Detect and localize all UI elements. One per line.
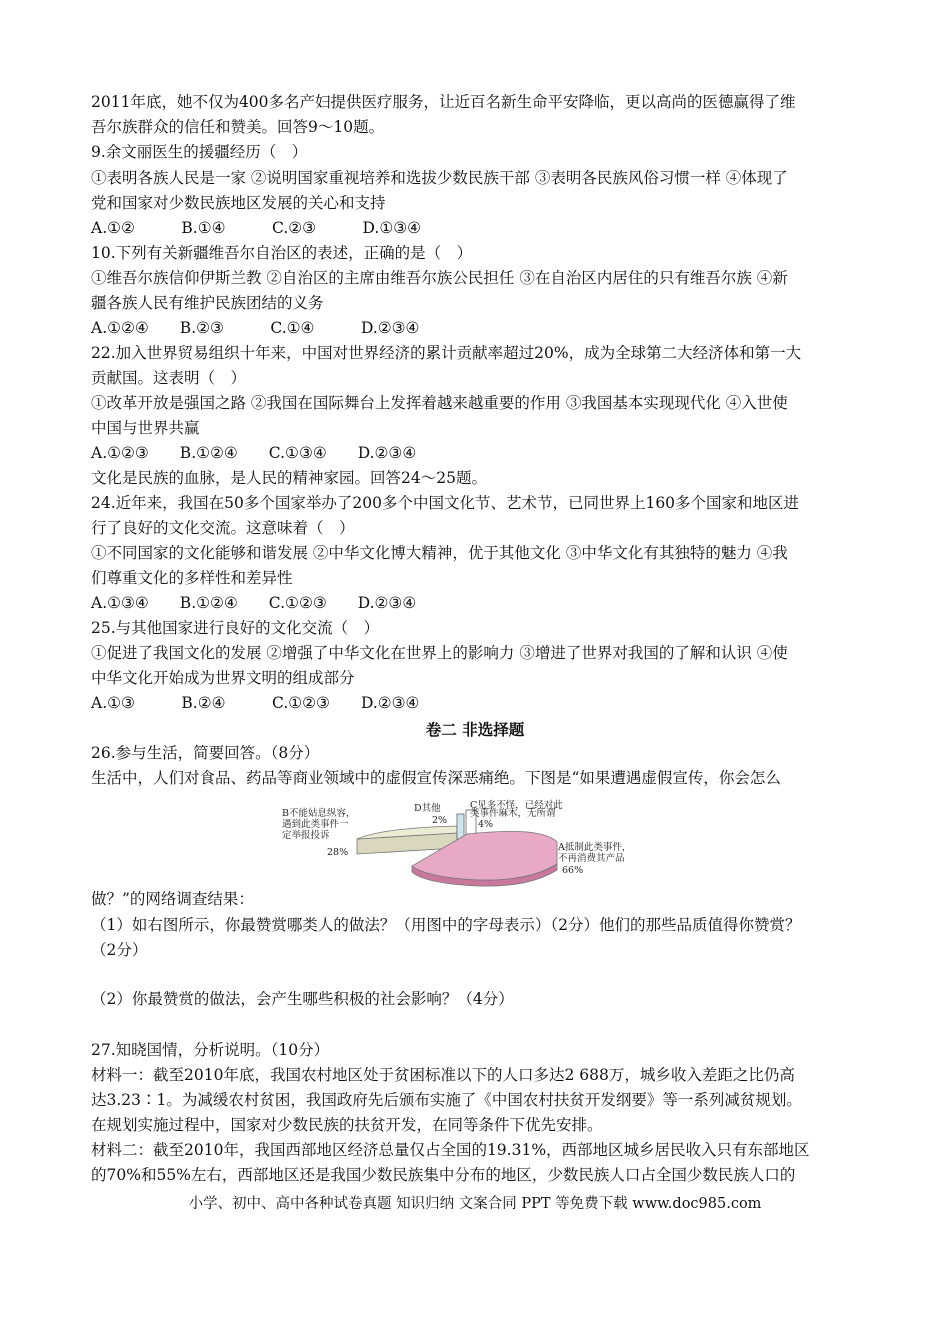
text-line: 疆各族人民有维护民族团结的义务 <box>91 294 324 312</box>
text-line: 党和国家对少数民族地区发展的关心和支持 <box>91 194 386 212</box>
pie-label-line: 类事件麻木，无所谓 <box>470 808 556 819</box>
pie-label-percent: 28% <box>327 847 349 858</box>
page-footer: 小学、初中、高中各种试卷真题 知识归纳 文案合同 PPT 等免费下载 www.doc985.com <box>188 1196 762 1212</box>
text-line: ①改革开放是强国之路 ②我国在国际舞台上发挥着越来越重要的作用 ③我国基本实现现代化 ④入世使 <box>91 394 788 412</box>
text-line: 行了良好的文化交流。这意味着（ ） <box>91 519 355 537</box>
text-line: 生活中，人们对食品、药品等商业领域中的虚假宣传深恶痛绝。下图是“如果遭遇虚假宣传，你会怎么 <box>91 769 781 787</box>
text-line: 的70%和55%左右，西部地区还是我国少数民族集中分布的地区，少数民族人口占全国少数民族人口的 <box>91 1166 796 1184</box>
text-line: 在规划实施过程中，国家对少数民族的扶贫开发，在同等条件下优先安排。 <box>91 1116 603 1134</box>
pie-label-line: C见多不怪，已经对此 <box>470 800 563 811</box>
text-line: 材料一：截至2010年底，我国农村地区处于贫困标准以下的人口多达2 688万，城乡收入差距之比仍高 <box>91 1066 795 1084</box>
answer-options: A.①③④ B.①②④ C.①②③ D.②③④ <box>91 594 417 612</box>
answer-options: A.①②④ B.②③ C.①④ D.②③④ <box>91 319 420 337</box>
text-line: 材料二：截至2010年，我国西部地区经济总量仅占全国的19.31%，西部地区城乡居民收入只有东部地区 <box>91 1141 810 1159</box>
pie-label-line: 不再消费其产品 <box>558 853 625 864</box>
text-line: 2011年底，她不仅为400多名产妇提供医疗服务，让近百名新生命平安降临，更以高尚的医德赢得了维 <box>91 93 796 111</box>
pie-label-line: D其他 <box>414 803 441 814</box>
text-line: ①维吾尔族信仰伊斯兰教 ②自治区的主席由维吾尔族公民担任 ③在自治区内居住的只有维吾尔族 ④新 <box>91 269 788 287</box>
pie-label-percent: 2% <box>432 815 448 826</box>
text-line: 达3.23∶1。为减缓农村贫困，我国政府先后颁布实施了《中国农村扶贫开发纲要》等一系列减贫规划。 <box>91 1091 802 1109</box>
text-line: 们尊重文化的多样性和差异性 <box>91 569 293 587</box>
question-22: 22.加入世界贸易组织十年来，中国对世界经济的累计贡献率超过20%，成为全球第二大经济体和第一大 <box>91 344 802 362</box>
text-line: ①不同国家的文化能够和谐发展 ②中华文化博大精神，优于其他文化 ③中华文化有其独特的魅力 ④我 <box>91 544 788 562</box>
pie-label-line: 定举报投诉 <box>282 830 330 841</box>
pie-label-b <box>282 807 355 858</box>
pie-label-percent: 66% <box>562 865 584 876</box>
text-line: 中国与世界共赢 <box>91 419 200 437</box>
text-line: 做？”的网络调查结果： <box>91 890 254 908</box>
question-26-2: （2）你最赞赏的做法，会产生哪些积极的社会影响？（4分） <box>91 990 514 1008</box>
text-line: ①促进了我国文化的发展 ②增强了中华文化在世界上的影响力 ③增进了世界对我国的了解和认识 ④使 <box>91 644 788 662</box>
pie-label-line: A抵制此类事件， <box>558 842 632 853</box>
text-line: 吾尔族群众的信任和赞美。回答9～10题。 <box>91 118 385 136</box>
pie-label-c <box>470 799 563 830</box>
question-24: 24.近年来，我国在50多个国家举办了200多个中国文化节、艺术节，已同世界上160多个国家和地区进 <box>91 494 800 512</box>
answer-options: A.①② B.①④ C.②③ D.①③④ <box>91 219 422 237</box>
question-10: 10.下列有关新疆维吾尔自治区的表述，正确的是（ ） <box>91 244 473 262</box>
pie-label-line: B不能姑息纵容， <box>282 808 356 819</box>
question-25: 25.与其他国家进行良好的文化交流（ ） <box>91 619 380 637</box>
question-26: 26.参与生活，简要回答。（8分） <box>91 744 320 762</box>
answer-options: A.①③ B.②④ C.①②③ D.②③④ <box>91 694 420 712</box>
text-line: （2分） <box>91 941 148 959</box>
question-27: 27.知晓国情，分析说明。（10分） <box>91 1041 330 1059</box>
text-line: ①表明各族人民是一家 ②说明国家重视培养和选拔少数民族干部 ③表明各民族风俗习惯一样 ④体现了 <box>91 169 788 187</box>
pie-label-line: 遇到此类事件一 <box>282 819 349 830</box>
text-line: 文化是民族的血脉，是人民的精神家园。回答24～25题。 <box>91 469 487 487</box>
section-title: 卷二 非选择题 <box>425 720 525 739</box>
pie-label-percent: 4% <box>478 819 494 830</box>
pie-label-d <box>414 802 447 826</box>
text-line: 贡献国。这表明（ ） <box>91 369 247 387</box>
answer-options: A.①②③ B.①②④ C.①③④ D.②③④ <box>91 444 417 462</box>
pie-label-a <box>557 841 631 876</box>
question-26-1: （1）如右图所示，你最赞赏哪类人的做法？（用图中的字母表示）（2分）他们的那些品质值得你赞赏？ <box>91 916 801 934</box>
question-9: 9.余文丽医生的援疆经历（ ） <box>91 143 308 161</box>
text-line: 中华文化开始成为世界文明的组成部分 <box>91 669 355 687</box>
survey-pie-chart <box>262 800 672 888</box>
